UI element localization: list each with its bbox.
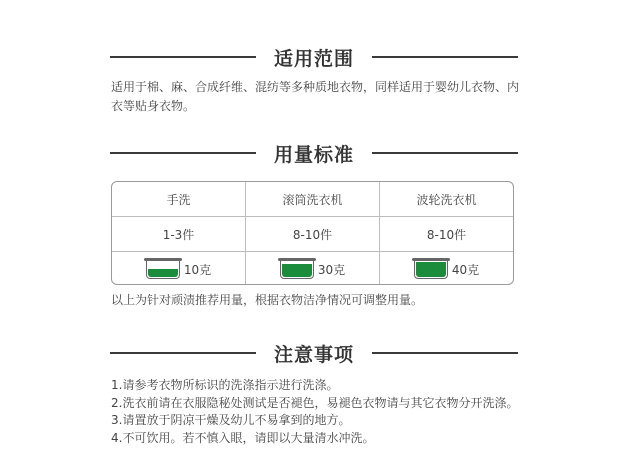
- amount-cell: [112, 252, 245, 285]
- cup-fill: [282, 264, 312, 277]
- list-item: 2.洗衣前请在衣服隐秘处测试是否褪色，易褪色衣物请与其它衣物分开洗涤。: [111, 395, 519, 410]
- header-drum-washer: 滚筒洗衣机: [245, 182, 379, 216]
- heading-divider: [372, 152, 518, 154]
- list-item: 4.不可饮用。若不慎入眼，请即以大量清水冲洗。: [111, 430, 375, 445]
- notes-list: [111, 377, 531, 447]
- heading-divider: [110, 56, 256, 58]
- heading-divider: [372, 56, 518, 58]
- scope-title: 适用范围: [274, 47, 355, 70]
- measuring-cup-icon: [146, 259, 180, 279]
- measuring-cup-icon: [280, 259, 314, 279]
- amount-label: 40克: [451, 262, 480, 277]
- amount-label: 30克: [317, 262, 346, 277]
- header-pulsator-washer: 波轮洗衣机: [379, 182, 513, 216]
- cup-fill: [148, 269, 178, 277]
- notes-heading: [110, 338, 518, 368]
- scope-heading: [110, 42, 518, 72]
- amount-label: 10克: [183, 262, 212, 277]
- table-header-row: [112, 182, 513, 216]
- heading-divider: [110, 152, 256, 154]
- notes-title: 注意事项: [274, 343, 355, 366]
- dosage-heading: [110, 138, 518, 168]
- dosage-table: [111, 181, 514, 285]
- measuring-cup-icon: [414, 259, 448, 279]
- amount-cell: [379, 252, 513, 285]
- header-hand-wash: 手洗: [166, 192, 191, 207]
- heading-divider: [110, 352, 256, 354]
- pieces-cell: 8-10件: [379, 217, 513, 251]
- pieces-cell: 8-10件: [245, 217, 379, 251]
- scope-text: 适用于棉、麻、合成纤维、混纺等多种质地衣物，同样适用于婴幼儿衣物、内衣等贴身衣物。: [111, 80, 520, 113]
- table-row-amount: [112, 251, 513, 285]
- list-item: 1.请参考衣物所标识的洗涤指示进行洗涤。: [111, 378, 339, 392]
- cup-fill: [416, 262, 446, 277]
- pieces-cell: 1-3件: [162, 227, 195, 242]
- amount-cell: [245, 252, 379, 285]
- dosage-footnote: 以上为针对顽渍推荐用量，根据衣物洁净情况可调整用量。: [111, 293, 424, 307]
- heading-divider: [372, 352, 518, 354]
- list-item: 3.请置放于阴凉干燥及幼儿不易拿到的地方。: [111, 413, 351, 427]
- dosage-title: 用量标准: [274, 143, 355, 166]
- table-row-pieces: [112, 216, 513, 251]
